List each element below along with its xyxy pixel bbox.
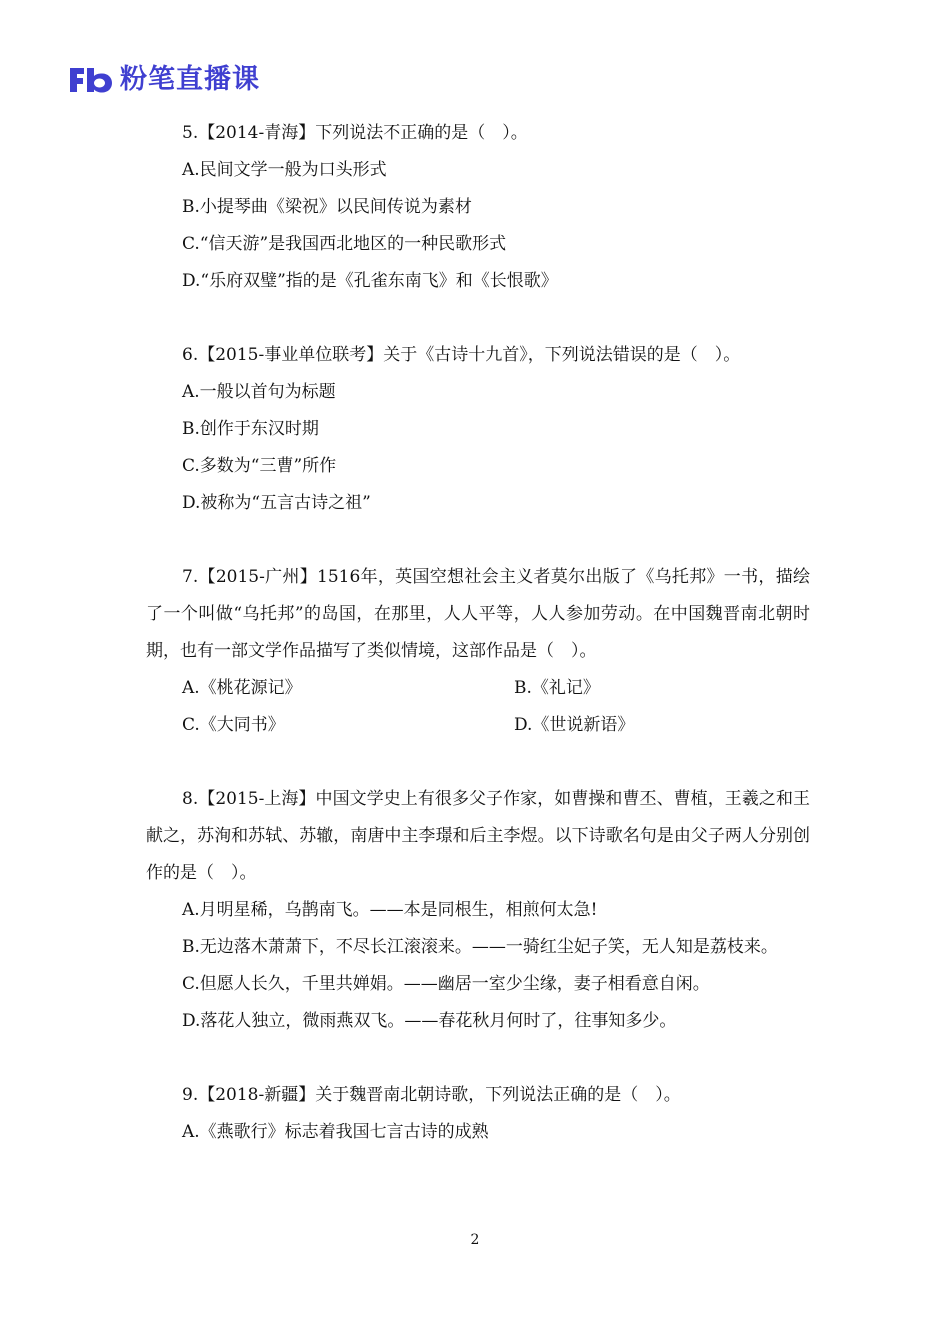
- option-c: C.“信天游”是我国西北地区的一种民歌形式: [182, 234, 507, 254]
- page-number: 2: [470, 1232, 480, 1248]
- option-a: A.《桃花源记》: [182, 678, 302, 698]
- option-c: C.多数为“三曹”所作: [182, 456, 337, 476]
- question-8: [146, 781, 810, 1040]
- option-d: D.《世说新语》: [514, 715, 635, 735]
- fb-logo-icon: [66, 64, 116, 96]
- brand-name: 粉笔直播课: [120, 64, 260, 95]
- option-d: D.落花人独立，微雨燕双飞。——春花秋月何时了，往事知多少。: [182, 1011, 677, 1031]
- question-title: 9.【2018-新疆】关于魏晋南北朝诗歌，下列说法正确的是（ ）。: [182, 1085, 681, 1105]
- option-c: C.《大同书》: [182, 715, 285, 735]
- question-7: [146, 559, 810, 744]
- question-content: [146, 115, 810, 1151]
- option-d: D.“乐府双璧”指的是《孔雀东南飞》和《长恨歌》: [182, 271, 558, 291]
- option-b: B.无边落木萧萧下，不尽长江滚滚来。——一骑红尘妃子笑，无人知是荔枝来。: [182, 937, 778, 957]
- option-a: A.月明星稀，乌鹊南飞。——本是同根生，相煎何太急!: [182, 900, 598, 920]
- option-row: [146, 707, 810, 744]
- option-a: A.一般以首句为标题: [182, 382, 336, 402]
- option-a: A.民间文学一般为口头形式: [182, 160, 387, 180]
- question-6: [146, 337, 810, 522]
- option-b: B.小提琴曲《梁祝》以民间传说为素材: [182, 197, 472, 217]
- option-d: D.被称为“五言古诗之祖”: [182, 493, 371, 513]
- option-c: C.但愿人长久，千里共婵娟。——幽居一室少尘缘，妻子相看意自闲。: [182, 974, 710, 994]
- option-b: B.创作于东汉时期: [182, 419, 319, 439]
- option-a: A.《燕歌行》标志着我国七言古诗的成熟: [182, 1122, 489, 1142]
- question-title: 8.【2015-上海】中国文学史上有很多父子作家，如曹操和曹丕、曹植，王羲之和王献之，苏洵和苏轼、苏辙，南唐中主李璟和后主李煜。以下诗歌名句是由父子两人分别创作的是（ ）。: [146, 789, 810, 883]
- question-5: [146, 115, 810, 300]
- header-logo: [66, 62, 260, 98]
- option-b: B.《礼记》: [514, 678, 600, 698]
- option-row: [146, 670, 810, 707]
- question-title: 6.【2015-事业单位联考】关于《古诗十九首》，下列说法错误的是（ ）。: [182, 345, 741, 365]
- question-title: 5.【2014-青海】下列说法不正确的是（ ）。: [182, 123, 528, 143]
- question-9: [146, 1077, 810, 1151]
- question-title: 7.【2015-广州】1516年，英国空想社会主义者莫尔出版了《乌托邦》一书，描绘了一个叫做“乌托邦”的岛国，在那里，人人平等，人人参加劳动。在中国魏晋南北朝时期，也有一部文学作品描写了类似情境，这部作品是（ ）。: [146, 567, 810, 661]
